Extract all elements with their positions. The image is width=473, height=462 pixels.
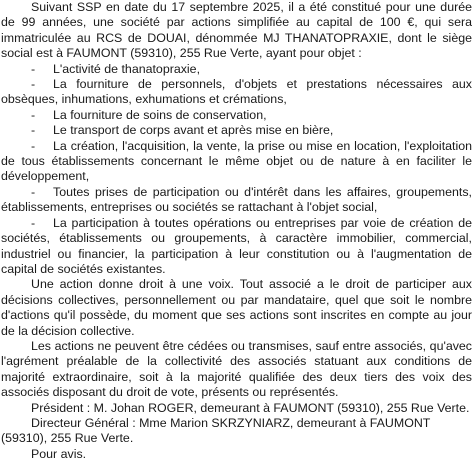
object-item-4 — [1, 123, 472, 138]
closing-line: Pour avis. — [31, 446, 87, 461]
intro-paragraph: Suivant SSP en date du 17 septembre 2025, il a été constitué pour une durée de 99 années, une société par actions simplifiée au capital de 100 €, qui sera immatriculée au RCS de DOUAI, dénommée MJ THANATOPRAXIE, dont le siège social est à FAUMONT (59310), 255 Rue Verte, ayant pour objet : — [1, 0, 472, 61]
list-dash: - — [31, 77, 36, 92]
object-item-7 — [1, 216, 472, 278]
object-item-2 — [1, 77, 472, 108]
object-text: La participation à toutes opérations ou entreprises par voie de création de sociétés, établissements ou groupements, à caractère immobilier, commercial, industriel ou financier, la participation à leur constitution ou à l'augmentation de capital de sociétés existantes. — [1, 215, 472, 276]
list-dash: - — [31, 184, 36, 199]
company-objects-list — [1, 62, 472, 278]
list-dash: - — [31, 123, 36, 138]
list-dash: - — [31, 61, 36, 76]
list-dash: - — [31, 107, 36, 122]
object-text: La fourniture de soins de conservation, — [53, 107, 267, 122]
list-dash: - — [31, 138, 36, 153]
object-item-5 — [1, 139, 472, 185]
object-item-3 — [1, 108, 472, 123]
object-item-6 — [1, 185, 472, 216]
object-text: La fourniture de personnels, d'objets et prestations nécessaires aux obsèques, inhumations, exhumations et crémations, — [1, 77, 472, 107]
transfer-paragraph: Les actions ne peuvent être cédées ou transmises, sauf entre associés, qu'avec l'agrément préalable de la collectivité des associés statuant aux conditions de majorité extraordinaire, soit à la majorité qualifiée des deux tiers des voix des associés disposant du droit de vote, présents ou représentés. — [1, 338, 472, 400]
president-line: Président : M. Johan ROGER, demeurant à FAUMONT (59310), 255 Rue Verte. — [31, 400, 470, 415]
object-item-1 — [1, 62, 472, 77]
object-text: Toutes prises de participation ou d'intérêt dans les affaires, groupements, établissements, entreprises ou sociétés se rattachant à l'objet social, — [1, 184, 472, 215]
object-text: Le transport de corps avant et après mise en bière, — [53, 123, 334, 138]
voting-paragraph: Une action donne droit à une voix. Tout associé a le droit de participer aux décisions collectives, personnellement ou par mandataire, quel que soit le nombre d'actions qu'il possède, du moment que ses actions sont inscrites en compte au jour de la décision collective. — [1, 277, 472, 338]
list-dash: - — [31, 215, 36, 230]
object-text: La création, l'acquisition, la vente, la prise ou mise en location, l'exploitation de tous établissements concernant le même objet ou de nature à en faciliter le développement, — [1, 138, 472, 184]
object-text: L'activité de thanatopraxie, — [53, 61, 201, 76]
director-line: Directeur Général : Mme Marion SKRZYNIARZ, demeurant à FAUMONT (59310), 255 Rue Verte. — [1, 415, 431, 446]
